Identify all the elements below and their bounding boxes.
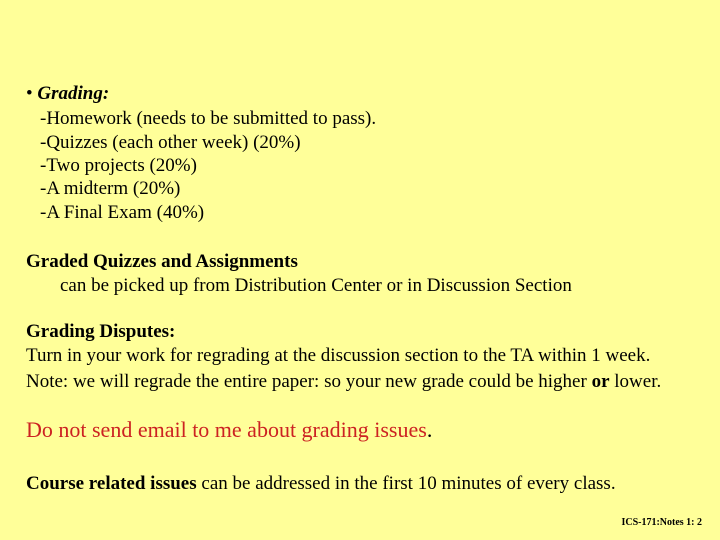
- graded-text: can be picked up from Distribution Center or in Discussion Section: [60, 275, 572, 296]
- disputes-line-2: [26, 371, 661, 393]
- email-warning-period: .: [426, 417, 433, 442]
- grading-heading: [26, 83, 109, 105]
- bullet: •: [26, 83, 33, 104]
- grading-item-projects: -Two projects (20%): [40, 155, 197, 176]
- grading-heading-text: Grading:: [37, 83, 110, 104]
- email-warning-text: Do not send email to me about grading issues: [26, 417, 427, 442]
- grading-item-homework: -Homework (needs to be submitted to pass).: [40, 108, 377, 129]
- email-warning: [26, 417, 432, 443]
- disputes-heading: Grading Disputes:: [26, 321, 176, 342]
- course-issues-bold: Course related issues: [26, 473, 197, 494]
- disputes-line-2-or: or: [591, 371, 610, 392]
- course-issues: [26, 473, 616, 495]
- grading-item-final: -A Final Exam (40%): [40, 202, 205, 223]
- grading-item-quizzes: -Quizzes (each other week) (20%): [40, 132, 301, 153]
- disputes-line-1: Turn in your work for regrading at the discussion section to the TA within 1 week.: [26, 345, 651, 366]
- graded-heading: Graded Quizzes and Assignments: [26, 251, 298, 272]
- disputes-line-2-end: lower.: [609, 371, 662, 392]
- course-issues-rest: can be addressed in the first 10 minutes of every class.: [196, 473, 616, 494]
- slide-footer: ICS-171:Notes 1: 2: [621, 517, 702, 528]
- grading-item-midterm: -A midterm (20%): [40, 178, 181, 199]
- disputes-line-2-start: Note: we will regrade the entire paper: so your new grade could be higher: [26, 371, 592, 392]
